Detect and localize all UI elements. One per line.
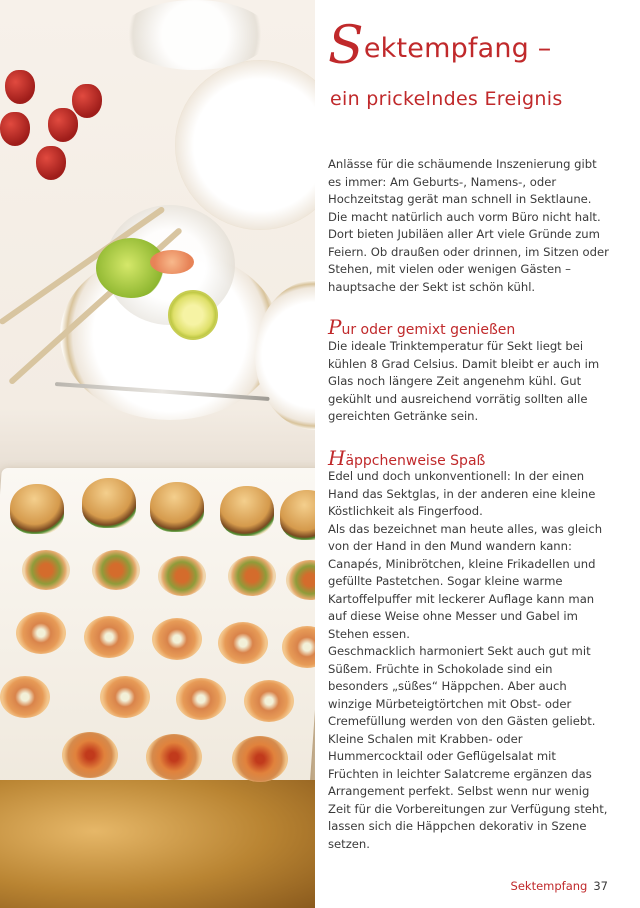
- mini-burger: [10, 484, 64, 534]
- salad-canape: [228, 556, 276, 596]
- salad-canape: [22, 550, 70, 590]
- mini-tart: [100, 676, 150, 718]
- strawberry: [72, 84, 102, 118]
- title-text: ektempfang –: [363, 33, 552, 64]
- footer-section-name: Sektempfang: [510, 879, 588, 893]
- title-initial: S: [328, 16, 364, 76]
- strawberry: [0, 112, 30, 146]
- intro-paragraph: [328, 156, 610, 296]
- section-heading-initial: H: [328, 446, 346, 470]
- mini-tart: [244, 680, 294, 722]
- page-title: [328, 16, 552, 76]
- section-haeppchen-p3: Geschmacklich harmoniert Sekt auch gut mit Süßem. Früchte in Schokolade sind ein besonders „süßes“ Häppchen. Aber auch winzige Mürbeteigtörtchen mit Obst- oder Cremefüllung werden von den Gästen geliebt. Kleine Schalen mit Krabben- oder Hummercocktail oder Geflügelsalat mit Früchten in leichter Salatcreme ergänzen das Arrangement perfekt. Selbst wenn nur wenig Zeit für die Vorbereitungen zur Verfügung steht, lassen sich die Häppchen dekorativ in Szene setzen.: [328, 644, 608, 851]
- section-haeppchen-p1: Edel und doch unkonventionell: In der einen Hand das Sektglas, in der anderen eine kleine Köstlichkeit als Fingerfood.: [328, 469, 596, 518]
- intro-text: Anlässe für die schäumende Inszenierung gibt es immer: Am Geburts-, Namens-, oder Hochzeitstag gerät man schnell in Sektlaune. Die macht natürlich auch vorm Büro nicht halt. Dort bieten Jubiläen aller Art viele Gründe zum Feiern. Ob draußen oder drinnen, im Sitzen oder Stehen, mit vielen oder wenigen Gästen – hauptsache der Sekt ist schön kühl.: [328, 157, 609, 294]
- section-haeppchen-body: [328, 468, 610, 853]
- mini-tart: [152, 618, 202, 660]
- golden-cloth: [0, 780, 315, 908]
- section-heading-haeppchen: [328, 446, 485, 470]
- section-heading-text: ur oder gemixt genießen: [341, 322, 516, 338]
- page-footer: [511, 879, 608, 893]
- champagne-glass: [120, 0, 270, 70]
- food-photo: [0, 0, 315, 908]
- page-number: 37: [593, 879, 608, 893]
- salmon-canape: [146, 734, 202, 780]
- section-heading-text: äppchenweise Spaß: [345, 453, 486, 469]
- mini-burger: [82, 478, 136, 528]
- mini-burger: [280, 490, 315, 540]
- mini-tart: [176, 678, 226, 720]
- plate: [175, 60, 315, 230]
- mini-burger: [150, 482, 204, 532]
- salmon-canape: [62, 732, 118, 778]
- salad-canape: [158, 556, 206, 596]
- section-heading-initial: P: [328, 315, 342, 339]
- mini-tart: [0, 676, 50, 718]
- strawberry: [48, 108, 78, 142]
- page-subtitle: ein prickelndes Ereignis: [330, 88, 563, 110]
- salad-canape: [92, 550, 140, 590]
- mini-tart: [16, 612, 66, 654]
- shrimp: [150, 250, 194, 274]
- lemon-slice: [168, 290, 218, 340]
- mini-tart: [84, 616, 134, 658]
- salmon-canape: [232, 736, 288, 782]
- strawberry: [5, 70, 35, 104]
- strawberry: [36, 146, 66, 180]
- section-heading-pur: [328, 315, 515, 339]
- mini-burger: [220, 486, 274, 536]
- section-haeppchen-p2: Als das bezeichnet man heute alles, was gleich von der Hand in den Mund wandern kann: Canapés, Minibrötchen, kleine Frikadellen und gefüllte Pastetchen. Sogar kleine warme Kartoffelpuffer mit leckerer Auflage kann man auf diese Weise ohne Messer und Gabel im Stehen essen.: [328, 521, 603, 641]
- mini-tart: [218, 622, 268, 664]
- section-pur-body: [328, 338, 610, 426]
- section-pur-text: Die ideale Trinktemperatur für Sekt liegt bei kühlen 8 Grad Celsius. Damit bleibt er auch im Glas noch längere Zeit angenehm kühl. Gut gekühlt und ausreichend vorrätig sollten alle gereichten Getränke sein.: [328, 339, 600, 423]
